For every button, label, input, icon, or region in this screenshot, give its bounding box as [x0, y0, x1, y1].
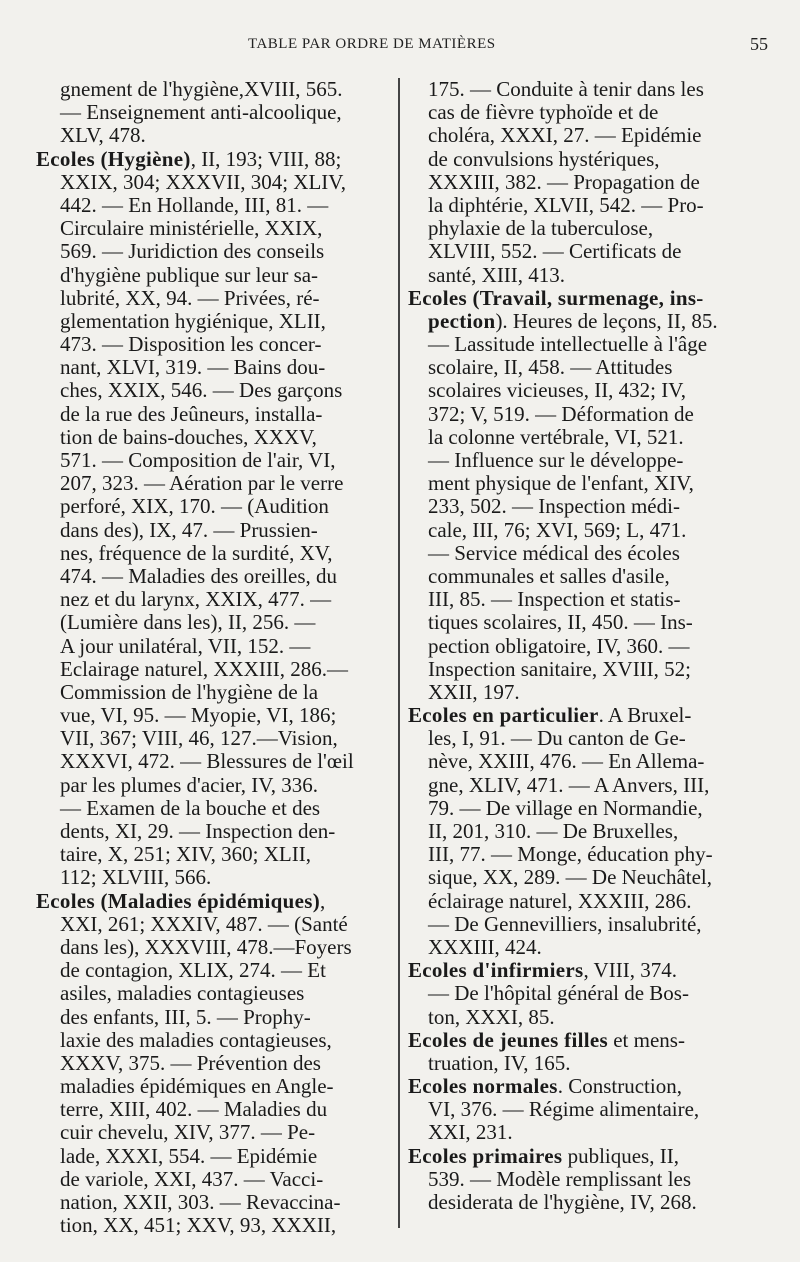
- entry-text: de contagion, XLIX, 274. — Et: [60, 958, 326, 983]
- index-line: [36, 588, 392, 611]
- entry-text: dans les), XXXVIII, 478.—Foyers: [60, 934, 352, 959]
- entry-text: glementation hygiénique, XLII,: [60, 308, 326, 333]
- index-line: [36, 495, 392, 518]
- index-line: [408, 611, 766, 634]
- index-line: [36, 1168, 392, 1191]
- index-line: [36, 240, 392, 263]
- entry-text: Circulaire ministérielle, XXIX,: [60, 216, 323, 241]
- index-line: [36, 449, 392, 472]
- index-line: [36, 936, 392, 959]
- index-line: [36, 217, 392, 240]
- index-line: [36, 1052, 392, 1075]
- entry-text: 112; XLVIII, 566.: [60, 865, 212, 890]
- entry-heading: Ecoles primaires: [408, 1143, 563, 1168]
- index-line: [36, 1121, 392, 1144]
- index-line: [408, 379, 766, 402]
- index-line: [36, 913, 392, 936]
- entry-text: nes, fréquence de la surdité, XV,: [60, 540, 333, 565]
- entry-text: XXXVI, 472. — Blessures de l'œil: [60, 749, 354, 774]
- index-line: [408, 403, 766, 426]
- entry-heading: Ecoles (Maladies épidémiques): [36, 888, 321, 913]
- entry-text: nant, XLVI, 319. — Bains dou-: [60, 355, 326, 380]
- entry-text: III, 77. — Monge, éducation phy-: [428, 842, 713, 867]
- entry-text: (Lumière dans les), II, 256. —: [60, 610, 316, 635]
- entry-text: dans des), IX, 47. — Prussien-: [60, 517, 318, 542]
- page-header: [0, 30, 800, 60]
- entry-text: tiques scolaires, II, 450. — Ins-: [428, 610, 693, 635]
- entry-text: XXII, 197.: [428, 679, 520, 704]
- page-number: 55: [750, 34, 768, 54]
- index-line: [408, 333, 766, 356]
- index-line: [408, 194, 766, 217]
- entry-text: 569. — Juridiction des conseils: [60, 239, 325, 264]
- index-line: [408, 797, 766, 820]
- index-line: [36, 866, 392, 889]
- entry-text: scolaires vicieuses, II, 432; IV,: [428, 378, 686, 403]
- entry-text: Inspection sanitaire, XVIII, 52;: [428, 656, 692, 681]
- index-line: [36, 774, 392, 797]
- left-column: [36, 78, 392, 1237]
- entry-text: truation, IV, 165.: [428, 1050, 571, 1075]
- entry-text: ton, XXXI, 85.: [428, 1004, 555, 1029]
- entry-text: cuir chevelu, XIV, 377. — Pe-: [60, 1120, 316, 1145]
- entry-text: 207, 323. — Aération par le verre: [60, 471, 344, 496]
- index-line: [408, 1121, 766, 1144]
- index-line: [408, 843, 766, 866]
- index-line: [36, 565, 392, 588]
- index-line: [408, 542, 766, 565]
- entry-text: II, 201, 310. — De Bruxelles,: [428, 819, 679, 843]
- index-line: [36, 426, 392, 449]
- index-line: [408, 1145, 766, 1168]
- entry-text: ,: [320, 888, 326, 913]
- entry-text: XXI, 231.: [428, 1120, 513, 1145]
- index-line: [36, 403, 392, 426]
- entry-text: , II, 193; VIII, 88;: [190, 146, 342, 171]
- index-line: [36, 727, 392, 750]
- entry-text: — Service médical des écoles: [428, 540, 680, 565]
- entry-text: dents, XI, 29. — Inspection den-: [60, 819, 336, 843]
- entry-text: nez et du larynx, XXIX, 477. —: [60, 587, 332, 612]
- entry-text: des enfants, III, 5. — Prophy-: [60, 1004, 311, 1029]
- index-line: [408, 658, 766, 681]
- index-line: [36, 611, 392, 634]
- index-line: [36, 1214, 392, 1237]
- index-line: [408, 171, 766, 194]
- running-title: TABLE PAR ORDRE DE MATIÈRES: [248, 36, 496, 52]
- entry-text: XXXV, 375. — Prévention des: [60, 1050, 321, 1075]
- index-line: [36, 1075, 392, 1098]
- index-line: [408, 774, 766, 797]
- entry-text: XXXIII, 382. — Propagation de: [428, 169, 700, 194]
- index-line: [408, 727, 766, 750]
- index-line: [36, 843, 392, 866]
- entry-text: 474. — Maladies des oreilles, du: [60, 563, 338, 588]
- index-line: [36, 519, 392, 542]
- entry-text: scolaire, II, 458. — Attitudes: [428, 355, 673, 380]
- index-line: [408, 217, 766, 240]
- index-line: [408, 148, 766, 171]
- entry-text: VI, 376. — Régime alimentaire,: [428, 1097, 700, 1122]
- entry-text: 372; V, 519. — Déformation de: [428, 401, 694, 426]
- entry-text: — Lassitude intellectuelle à l'âge: [428, 332, 708, 357]
- entry-text: VII, 367; VIII, 46, 127.—Vision,: [60, 726, 338, 751]
- index-line: [408, 1191, 766, 1214]
- index-line: [36, 264, 392, 287]
- entry-text: XLV, 478.: [60, 123, 146, 148]
- entry-heading: Ecoles de jeunes filles: [408, 1027, 608, 1052]
- index-line: [36, 1006, 392, 1029]
- index-line: [36, 635, 392, 658]
- index-line: [408, 565, 766, 588]
- index-line: [408, 1168, 766, 1191]
- entry-text: — De Gennevilliers, insalubrité,: [428, 911, 702, 936]
- index-line: [408, 287, 766, 310]
- entry-text: nève, XXIII, 476. — En Allema-: [428, 749, 705, 774]
- entry-text: la colonne vertébrale, VI, 521.: [428, 424, 684, 449]
- entry-heading: Ecoles (Travail, surmenage, ins-: [408, 285, 704, 310]
- index-line: [408, 588, 766, 611]
- index-line: [36, 356, 392, 379]
- index-line: [408, 1098, 766, 1121]
- index-line: [408, 750, 766, 773]
- entry-text: 79. — De village en Normandie,: [428, 795, 703, 820]
- entry-text: desiderata de l'hygiène, IV, 268.: [428, 1190, 697, 1214]
- index-line: [36, 820, 392, 843]
- entry-text: ). Heures de leçons, II, 85.: [495, 308, 718, 333]
- index-line: [408, 866, 766, 889]
- entry-text: choléra, XXXI, 27. — Epidémie: [428, 123, 702, 148]
- entry-heading: Ecoles normales: [408, 1074, 558, 1099]
- index-line: [408, 356, 766, 379]
- index-line: [408, 704, 766, 727]
- entry-text: 539. — Modèle remplissant les: [428, 1166, 692, 1191]
- index-line: [36, 542, 392, 565]
- entry-text: phylaxie de la tuberculose,: [428, 216, 654, 241]
- entry-text: gne, XLIV, 471. — A Anvers, III,: [428, 772, 710, 797]
- index-line: [36, 704, 392, 727]
- entry-text: — De l'hôpital général de Bos-: [428, 981, 689, 1006]
- index-line: [36, 379, 392, 402]
- entry-text: 571. — Composition de l'air, VI,: [60, 448, 336, 472]
- index-line: [408, 449, 766, 472]
- entry-heading: Ecoles (Hygiène): [36, 146, 191, 171]
- index-line: [36, 982, 392, 1005]
- entry-text: publiques, II,: [562, 1143, 679, 1168]
- index-line: [408, 936, 766, 959]
- index-line: [408, 1006, 766, 1029]
- index-line: [408, 890, 766, 913]
- entry-heading: Ecoles d'infirmiers: [408, 958, 584, 983]
- index-line: [36, 1145, 392, 1168]
- entry-text: nation, XXII, 303. — Revaccina-: [60, 1190, 341, 1214]
- entry-text: les, I, 91. — Du canton de Ge-: [428, 726, 686, 751]
- index-line: [36, 171, 392, 194]
- entry-text: ches, XXIX, 546. — Des garçons: [60, 378, 343, 403]
- index-line: [408, 1075, 766, 1098]
- entry-text: lade, XXXI, 554. — Epidémie: [60, 1143, 318, 1168]
- index-line: [408, 635, 766, 658]
- entry-text: éclairage naturel, XXXIII, 286.: [428, 888, 692, 913]
- entry-text: de convulsions hystériques,: [428, 146, 660, 171]
- index-line: [36, 797, 392, 820]
- index-line: [408, 982, 766, 1005]
- index-line: [36, 310, 392, 333]
- entry-text: vue, VI, 95. — Myopie, VI, 186;: [60, 703, 337, 728]
- index-line: [408, 240, 766, 263]
- entry-text: — Influence sur le développe-: [428, 448, 684, 472]
- right-column: [408, 78, 766, 1214]
- entry-text: cas de fièvre typhoïde et de: [428, 100, 659, 125]
- column-divider: [398, 78, 400, 1228]
- entry-text: ment physique de l'enfant, XIV,: [428, 471, 694, 496]
- entry-text: XXIX, 304; XXXVII, 304; XLIV,: [60, 169, 347, 194]
- entry-text: laxie des maladies contagieuses,: [60, 1027, 332, 1052]
- index-line: [408, 1029, 766, 1052]
- entry-text: taire, X, 251; XIV, 360; XLII,: [60, 842, 311, 867]
- entry-text: Commission de l'hygiène de la: [60, 679, 319, 704]
- index-line: [36, 124, 392, 147]
- index-line: [408, 264, 766, 287]
- index-line: [408, 959, 766, 982]
- index-line: [408, 1052, 766, 1075]
- entry-text: — Enseignement anti-alcoolique,: [60, 100, 342, 125]
- entry-text: pection obligatoire, IV, 360. —: [428, 633, 690, 658]
- index-line: [408, 495, 766, 518]
- entry-text: Eclairage naturel, XXXIII, 286.—: [60, 656, 349, 681]
- entry-text: . A Bruxel-: [598, 703, 692, 728]
- index-line: [408, 426, 766, 449]
- entry-text: XXXIII, 424.: [428, 934, 542, 959]
- entry-text: lubrité, XX, 94. — Privées, ré-: [60, 285, 320, 310]
- entry-text: la diphtérie, XLVII, 542. — Pro-: [428, 192, 704, 217]
- entry-text: 233, 502. — Inspection médi-: [428, 494, 680, 519]
- index-line: [36, 750, 392, 773]
- entry-text: XXI, 261; XXXIV, 487. — (Santé: [60, 911, 348, 936]
- index-line: [36, 287, 392, 310]
- index-line: [36, 1029, 392, 1052]
- entry-text: 175. — Conduite à tenir dans les: [428, 77, 704, 101]
- entry-text: 473. — Disposition les concer-: [60, 332, 322, 357]
- index-line: [408, 519, 766, 542]
- index-line: [36, 681, 392, 704]
- entry-text: perforé, XIX, 170. — (Audition: [60, 494, 329, 519]
- entry-text: tion, XX, 451; XXV, 93, XXXII,: [60, 1213, 337, 1238]
- entry-text: et mens-: [607, 1027, 685, 1052]
- entry-text: — Examen de la bouche et des: [60, 795, 321, 820]
- entry-heading: Ecoles en particulier: [408, 703, 599, 728]
- index-line: [36, 333, 392, 356]
- index-line: [408, 124, 766, 147]
- entry-text: A jour unilatéral, VII, 152. —: [60, 633, 311, 658]
- index-line: [36, 959, 392, 982]
- entry-text: III, 85. — Inspection et statis-: [428, 587, 681, 612]
- entry-text: de variole, XXI, 437. — Vacci-: [60, 1166, 324, 1191]
- entry-text: 442. — En Hollande, III, 81. —: [60, 192, 329, 217]
- entry-text: maladies épidémiques en Angle-: [60, 1074, 334, 1099]
- entry-text: asiles, maladies contagieuses: [60, 981, 305, 1006]
- entry-text: XLVIII, 552. — Certificats de: [428, 239, 682, 264]
- entry-text: terre, XIII, 402. — Maladies du: [60, 1097, 328, 1122]
- entry-text: santé, XIII, 413.: [428, 262, 566, 287]
- index-line: [36, 194, 392, 217]
- entry-text: sique, XX, 289. — De Neuchâtel,: [428, 865, 713, 890]
- entry-text: , VIII, 374.: [583, 958, 677, 983]
- entry-heading: pection: [428, 308, 496, 333]
- index-line: [36, 658, 392, 681]
- index-line: [408, 820, 766, 843]
- entry-text: communales et salles d'asile,: [428, 563, 670, 588]
- index-line: [408, 310, 766, 333]
- entry-text: par les plumes d'acier, IV, 336.: [60, 772, 318, 797]
- index-line: [408, 681, 766, 704]
- index-line: [36, 472, 392, 495]
- index-line: [36, 78, 392, 101]
- index-line: [36, 101, 392, 124]
- index-line: [36, 1191, 392, 1214]
- entry-text: tion de bains-douches, XXXV,: [60, 424, 317, 449]
- index-line: [408, 78, 766, 101]
- index-line: [408, 101, 766, 124]
- index-line: [408, 913, 766, 936]
- entry-text: gnement de l'hygiène,XVIII, 565.: [60, 77, 343, 101]
- entry-text: . Construction,: [557, 1074, 682, 1099]
- index-line: [36, 890, 392, 913]
- entry-text: d'hygiène publique sur leur sa-: [60, 262, 319, 287]
- entry-text: de la rue des Jeûneurs, installa-: [60, 401, 323, 426]
- index-line: [408, 472, 766, 495]
- index-line: [36, 148, 392, 171]
- index-line: [36, 1098, 392, 1121]
- entry-text: cale, III, 76; XVI, 569; L, 471.: [428, 517, 687, 542]
